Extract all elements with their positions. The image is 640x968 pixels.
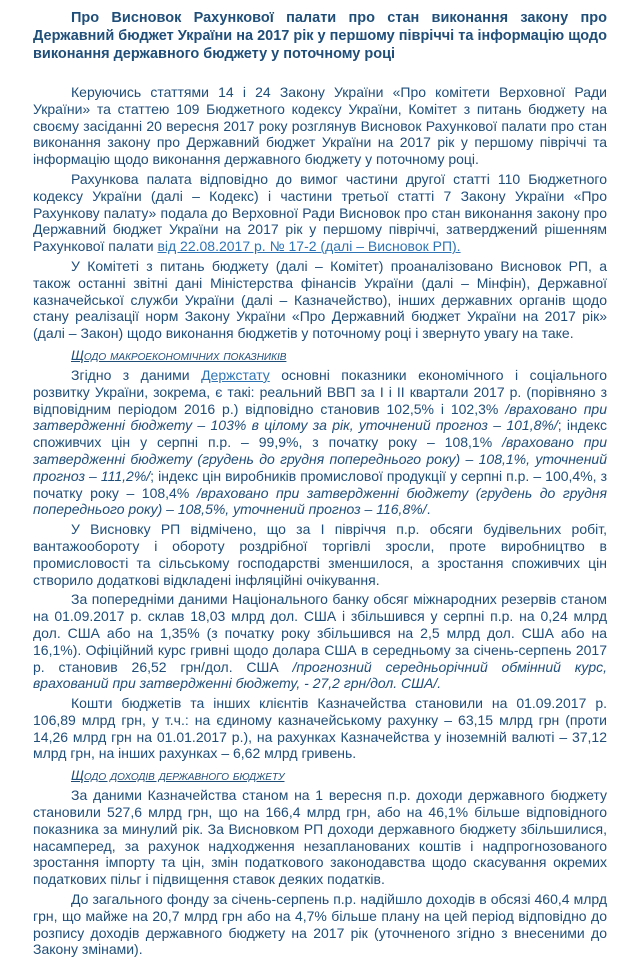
paragraph-italic-note: /враховано при затвердженні бюджету – 103% в цілому за рік, уточнений прогноз – 101,8%/ xyxy=(33,400,608,434)
paragraph-macro-indicators xyxy=(33,367,607,518)
paragraph-text: За попередніми даними Національного банку обсяг міжнародних резервів станом на 01.09.2017 р. склав 18,03 млрд дол. США і збільшився у серпні п.р. на 0,24 млрд дол. США або на 1,35% (з початку року збільшився на 2,5 млрд дол. США або на 16,1%). Офіційний курс гривні щодо долара США в середньому за січень-серпень 2017 р. становив 26,52 грн/дол. США xyxy=(33,591,607,675)
paragraph-text: Рахункова палата відповідно до вимог частини другої статті 110 Бюджетного кодексу України (далі – Кодекс) і частини третьої статті 7 Закону України «Про Рахункову палату» подала до Верховної Ради Висновок про стан виконання закону про Державний бюджет України на 2017 рік у першому півріччі, затверджений рішенням Рахункової палати xyxy=(33,170,607,255)
paragraph-committee-analysis: У Комітеті з питань бюджету (далі – Комітет) проаналізовано Висновок РП, а також останні звітні дані Міністерства фінансів України (далі – Мінфін), Державної казначейської служби України (далі – Казначейство), інших державних органів щодо стану реалізації норм Закону України «Про Державний бюджет України на 2017 рік» (далі – Закон) щодо виконання бюджетів у поточному році і звернуто увагу на таке. xyxy=(33,257,607,342)
paragraph-italic-note: /враховано при затвердженні бюджету (грудень до грудня попереднього року) – 108,1%, уточнений прогноз – 111,2%/ xyxy=(33,434,608,484)
section-heading-text: Щодо макроекономічних показників xyxy=(71,346,287,363)
paragraph-text: основні показники економічного і соціального розвитку України, зокрема, є такі: реальний ВВП за І і ІІ квартали 2017 р. (порівняно з відповідним періодом 2016 р.) відповідно становив 102,5% і 102,3% xyxy=(33,366,607,417)
paragraph-italic-note: /прогнозний середньорічний обмінний курс, врахований при затвердженні бюджету, - 27,2 грн/дол. США/. xyxy=(33,658,607,692)
document-title: Про Висновок Рахункової палати про стан виконання закону про Державний бюджет України на 2017 рік у першому півріччі та інформацію щодо виконання державного бюджету у поточному році xyxy=(33,10,607,62)
section-heading-macroeconomic xyxy=(33,347,607,364)
paragraph-revenues: За даними Казначейства станом на 1 вересня п.р. доходи державного бюджету становили 527,6 млрд грн, що на 166,4 млрд грн, або на 46,1% більше відповідного показника за минулий рік. За Висновком РП доходи державного бюджету збільшилися, насамперед, за рахунок надходження незапланованих коштів і надпрогнозованого зростання імпорту та цін, змін податкового законодавства щодо скасування окремих податкових пільг і підвищення ставок деяких податків. xyxy=(33,787,607,888)
paragraph-national-bank-reserves xyxy=(33,591,607,692)
paragraph-general-fund: До загального фонду за січень-серпень п.р. надійшло доходів в обсязі 460,4 млрд грн, що майже на 20,7 млрд грн або на 4,7% більше плану на цей період відповідно до розпису доходів державного бюджету на 2017 рік (уточненого згідно з внесеними до Закону змінами). xyxy=(33,891,607,958)
paragraph-rp-conclusion-note: У Висновку РП відмічено, що за І півріччя п.р. обсяги будівельних робіт, вантажообороту і обороту роздрібної торгівлі зросли, проте виробництво в промисловості та сільському господарстві зменшилося, а зростання споживчих цін створило додаткові відкладені інфляційні очікування. xyxy=(33,521,607,588)
paragraph-italic-note: /враховано при затвердженні бюджету (грудень до грудня попереднього року) – 108,5%, уточнений прогноз – 116,8%/ xyxy=(33,484,607,518)
paragraph-accounting-chamber xyxy=(33,171,607,255)
derzhstat-link[interactable]: Держстату xyxy=(201,366,270,383)
section-heading-state-budget-revenues xyxy=(33,767,607,784)
paragraph-text: Згідно з даними xyxy=(71,366,202,383)
conclusion-date-link[interactable]: від 22.08.2017 р. № 17-2 (далі – Висновок РП). xyxy=(157,238,461,255)
paragraph-text: ; індекс цін виробників промислової продукції у серпні п.р. – 100,4%, з початку року – 108,4% xyxy=(33,467,607,501)
section-heading-text: Щодо доходів державного бюджету xyxy=(71,767,285,784)
paragraph-text: ; індекс споживчих цін у серпні п.р. – 99,9%, з початку року – 108,1% xyxy=(33,417,607,451)
paragraph-text: . xyxy=(426,501,431,518)
paragraph-treasury-funds: Кошти бюджетів та інших клієнтів Казначейства становили на 01.09.2017 р. 106,89 млрд грн, у т.ч.: на єдиному казначейському рахунку – 63,15 млрд грн (проти 14,26 млрд грн на 01.01.2017 р.), на рахунках Казначейства у іноземній валюті – 37,12 млрд грн, на інших рахунках – 6,62 млрд гривень. xyxy=(33,695,607,762)
paragraph-intro: Керуючись статтями 14 і 24 Закону України «Про комітети Верховної Ради України» та статтею 109 Бюджетного кодексу України, Комітет з питань бюджету на своєму засіданні 20 вересня 2017 року розглянув Висновок Рахункової палати про стан виконання закону про Державний бюджет України на 2017 рік у першому півріччі та інформацію щодо виконання державного бюджету у поточному році. xyxy=(33,84,607,168)
